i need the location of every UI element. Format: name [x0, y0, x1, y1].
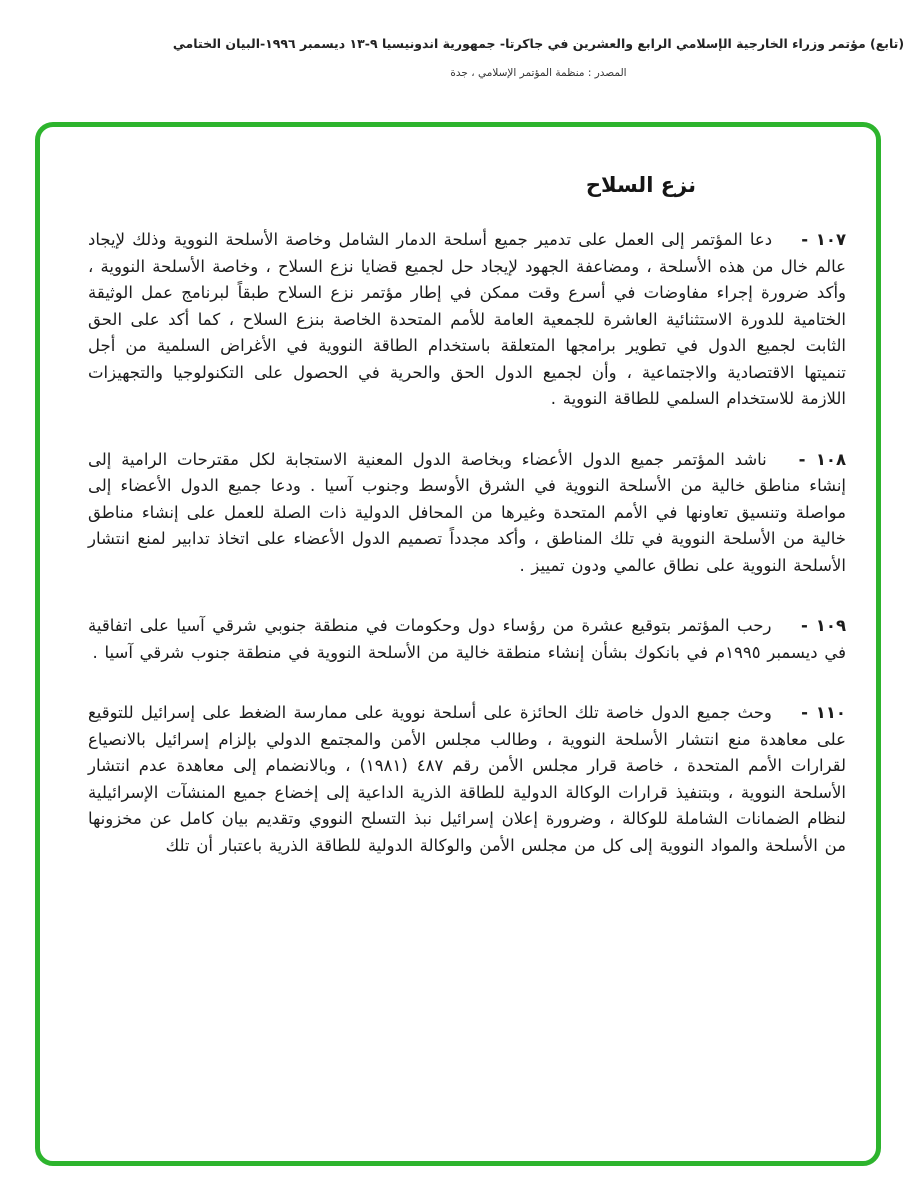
- paragraph-110-number: ١١٠ -: [801, 703, 846, 722]
- paragraph-108: [88, 447, 846, 580]
- paragraph-107: [88, 227, 846, 413]
- document-caption: [0, 36, 907, 79]
- green-frame: [35, 122, 881, 1166]
- paragraph-110-text: وحث جميع الدول خاصة تلك الحائزة على أسلحة نووية على ممارسة الضغط على إسرائيل للتوقيع على معاهدة منع انتشار الأسلحة النووية ، وطالب مجلس الأمن والمجتمع الدولي بإلزام إسرائيل بالانصياع لقرارات الأمم المتحدة ، خاصة قرار مجلس الأمن رقم ٤٨٧ (١٩٨١) ، وبالانضمام إلى معاهدة عدم انتشار الأسلحة النووية ، وبتنفيذ قرارات الوكالة الدولية للطاقة الذرية الداعية إلى إخضاع جميع المنشآت الإسرائيلية لنظام الضمانات الشاملة للوكالة ، وضرورة إعلان إسرائيل نبذ التسلح النووي وتقديم بيان كامل عن مخزونها من الأسلحة والمواد النووية إلى كل من مجلس الأمن والوكالة الدولية للطاقة الذرية باعتبار أن تلك: [88, 703, 847, 855]
- paragraph-108-text: ناشد المؤتمر جميع الدول الأعضاء وبخاصة الدول المعنية الاستجابة لكل مقترحات الرامية إلى إنشاء مناطق خالية من الأسلحة النووية في الشرق الأوسط وجنوب آسيا . ودعا جميع الدول الأعضاء إلى مواصلة وتنسيق تعاونها في الأمم المتحدة وغيرها من المحافل الدولية ذات الصلة للعمل على إنشاء مناطق خالية من الأسلحة النووية في تلك المناطق ، وأكد مجدداً تصميم الدول الأعضاء على اتخاذ تدابير لمنع انتشار الأسلحة النووية على نطاق عالمي ودون تمييز .: [88, 449, 846, 575]
- caption-source: المصدر : منظمة المؤتمر الإسلامي ، جدة: [450, 67, 627, 79]
- paragraph-109-number: ١٠٩ -: [800, 616, 847, 635]
- paragraph-110: [88, 700, 846, 859]
- paragraph-109-text: رحب المؤتمر بتوقيع عشرة من رؤساء دول وحكومات في منطقة جنوبي شرقي آسيا على اتفاقية في ديسمبر ١٩٩٥م في بانكوك بشأن إنشاء منطقة خالية من الأسلحة النووية في منطقة جنوب شرقي آسيا .: [88, 616, 846, 662]
- paragraph-108-number: ١٠٨ -: [798, 449, 847, 469]
- paragraph-107-text: دعا المؤتمر إلى العمل على تدمير جميع أسلحة الدمار الشامل وخاصة الأسلحة النووية وذلك لإيجاد عالم خال من هذه الأسلحة ، ومضاعفة الجهود لإيجاد حل لجميع قضايا نزع السلاح ، وخاصة الأسلحة النووية ، وأكد ضرورة إجراء مفاوضات في أسرع وقت ممكن في إطار مؤتمر نزع السلاح طبقاً لبرنامج عمل الوثيقة الختامية للدورة الاستثنائية العاشرة للجمعية العامة للأمم المتحدة الخاصة بنزع السلاح ، كما أكد على الحق الثابت لجميع الدول في تطوير برامجها المتعلقة باستخدام الطاقة النووية في الأغراض السلمية من أجل تنميتها الاقتصادية والاجتماعية ، وأن لجميع الدول الحق والحرية في الحصول على التكنولوجيا والتجهيزات اللازمة للاستخدام السلمي للطاقة النووية .: [88, 230, 846, 408]
- document-title: نزع السلاح: [585, 173, 696, 197]
- paragraph-109: [88, 613, 846, 666]
- caption-title: (تابع) مؤتمر وزراء الخارجية الإسلامي الرابع والعشرين في جاكرتا- جمهورية اندونيسيا ٩-١٣ ديسمبر ١٩٩٦-البيان الختامي: [172, 36, 905, 51]
- paragraph-107-number: ١٠٧ -: [801, 230, 847, 249]
